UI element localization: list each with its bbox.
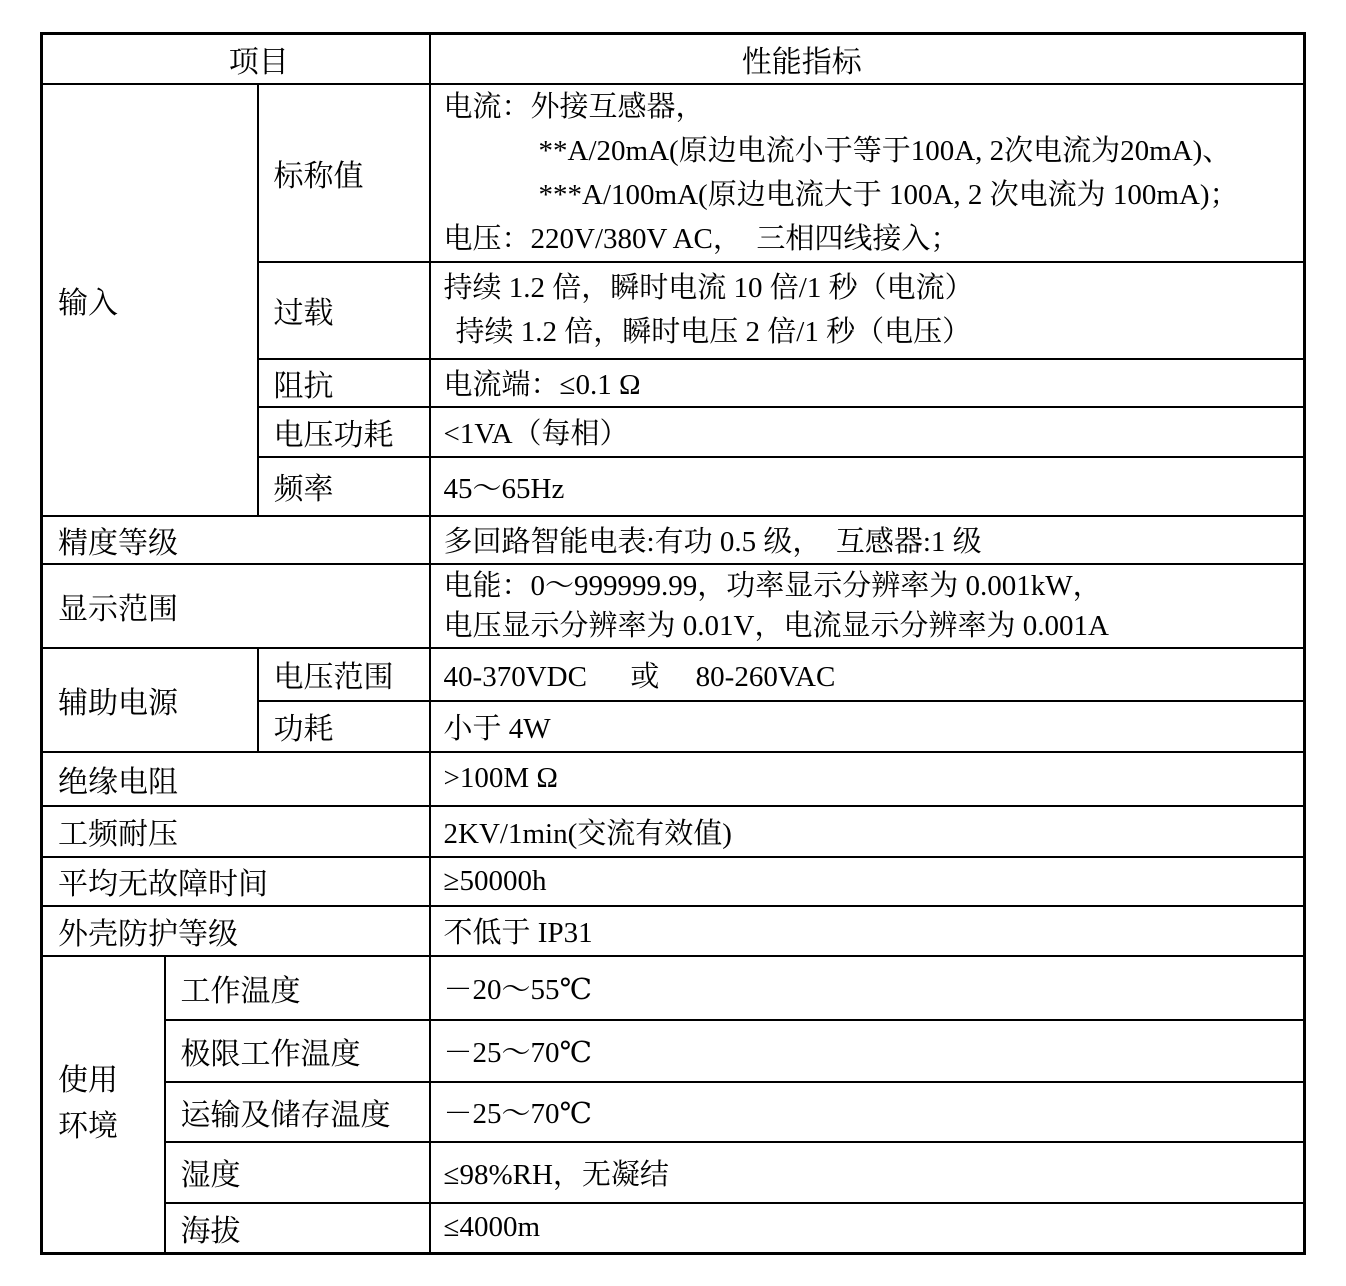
row-altitude: [42, 1203, 1305, 1254]
limit-temp-label: 极限工作温度: [165, 1020, 430, 1082]
row-withstand-voltage: [42, 806, 1305, 857]
frequency-value: 45～65Hz: [430, 457, 1305, 516]
voltage-range-value: 40-370VDC 或 80-260VAC: [430, 648, 1305, 701]
display-range-line-2: 电压显示分辨率为 0.01V，电流显示分辨率为 0.001A: [443, 609, 1109, 642]
voltage-consumption-value: <1VA（每相）: [430, 407, 1305, 457]
enclosure-rating-value: 不低于 IP31: [430, 906, 1305, 956]
row-display-range: [42, 564, 1305, 648]
insulation-resistance-label: 绝缘电阻: [42, 752, 430, 806]
display-range-value: [430, 564, 1305, 648]
withstand-voltage-label: 工频耐压: [42, 806, 430, 857]
row-transport-storage-temp: [42, 1082, 1305, 1142]
accuracy-value: 多回路智能电表:有功 0.5 级， 互感器:1 级: [430, 516, 1305, 564]
overload-value: [430, 262, 1305, 359]
row-humidity: [42, 1142, 1305, 1203]
row-working-temp: [42, 956, 1305, 1020]
nominal-label: 标称值: [258, 84, 430, 262]
nominal-line-1: 电流：外接互感器，: [443, 90, 705, 123]
row-mtbf: [42, 857, 1305, 906]
display-range-label: 显示范围: [42, 564, 430, 648]
withstand-voltage-value: 2KV/1min(交流有效值): [430, 806, 1305, 857]
working-temp-value: －20～55℃: [430, 956, 1305, 1020]
working-temp-label: 工作温度: [165, 956, 430, 1020]
altitude-value: ≤4000m: [430, 1203, 1305, 1254]
row-insulation-resistance: [42, 752, 1305, 806]
row-enclosure-rating: [42, 906, 1305, 956]
altitude-label: 海拔: [165, 1203, 430, 1254]
environment-label-line-2: 环境: [58, 1110, 118, 1144]
aux-consumption-value: 小于 4W: [430, 701, 1305, 752]
overload-label: 过载: [258, 262, 430, 359]
aux-power-section-label: 辅助电源: [42, 648, 258, 752]
accuracy-label: 精度等级: [42, 516, 430, 564]
mtbf-label: 平均无故障时间: [42, 857, 430, 906]
nominal-line-4: 电压：220V/380V AC， 三相四线接入；: [443, 222, 960, 255]
aux-consumption-label: 功耗: [258, 701, 430, 752]
header-spec: 性能指标: [430, 34, 1305, 84]
limit-temp-value: －25～70℃: [430, 1020, 1305, 1082]
environment-section-label: [42, 956, 165, 1254]
nominal-value: [430, 84, 1305, 262]
header-item: 项目: [42, 34, 430, 84]
insulation-resistance-value: >100M Ω: [430, 752, 1305, 806]
display-range-line-1: 电能：0～999999.99，功率显示分辨率为 0.001kW，: [443, 569, 1102, 602]
row-accuracy: [42, 516, 1305, 564]
spec-table: [40, 32, 1306, 1255]
nominal-line-3: ***A/100mA(原边电流大于 100A, 2 次电流为 100mA)；: [538, 178, 1239, 211]
voltage-consumption-label: 电压功耗: [258, 407, 430, 457]
impedance-label: 阻抗: [258, 359, 430, 407]
humidity-label: 湿度: [165, 1142, 430, 1203]
row-limit-temp: [42, 1020, 1305, 1082]
overload-line-1: 持续 1.2 倍，瞬时电流 10 倍/1 秒（电流）: [443, 272, 974, 304]
enclosure-rating-label: 外壳防护等级: [42, 906, 430, 956]
humidity-value: ≤98%RH，无凝结: [430, 1142, 1305, 1203]
frequency-label: 频率: [258, 457, 430, 516]
environment-label-line-1: 使用: [58, 1064, 118, 1098]
header-row: [42, 34, 1305, 84]
impedance-value: 电流端：≤0.1 Ω: [430, 359, 1305, 407]
transport-storage-temp-value: －25～70℃: [430, 1082, 1305, 1142]
voltage-range-label: 电压范围: [258, 648, 430, 701]
mtbf-value: ≥50000h: [430, 857, 1305, 906]
overload-line-2: 持续 1.2 倍，瞬时电压 2 倍/1 秒（电压）: [455, 316, 972, 348]
row-voltage-range: [42, 648, 1305, 701]
input-section-label: 输入: [42, 84, 258, 516]
transport-storage-temp-label: 运输及储存温度: [165, 1082, 430, 1142]
nominal-line-2: **A/20mA(原边电流小于等于100A, 2次电流为20mA)、: [538, 134, 1232, 167]
row-nominal: [42, 84, 1305, 262]
